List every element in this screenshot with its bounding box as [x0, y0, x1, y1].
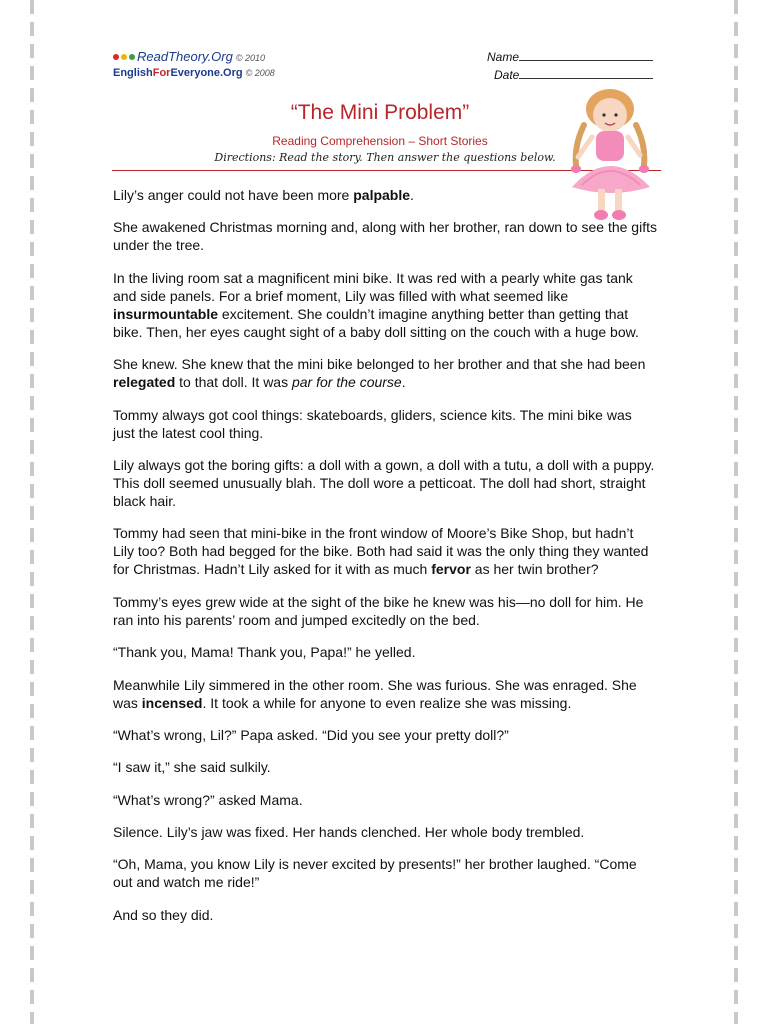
story-run: “Thank you, Mama! Thank you, Papa!” he yelled. [113, 644, 416, 661]
story-run: Tommy always got cool things: skateboards, gliders, science kits. The mini bike was just the latest cool thing. [113, 406, 632, 441]
left-dashed-border [30, 0, 34, 1024]
story-paragraph [113, 906, 657, 924]
story-run: And so they did. [113, 906, 214, 923]
story-run: Lily’s anger could not have been more [113, 187, 354, 203]
story-run: “I saw it,” she said sulkily. [113, 759, 271, 776]
student-fields [487, 48, 653, 84]
story-run: “Oh, Mama, you know Lily is never excited by presents!” her brother laughed. “Come out and watch me ride!” [113, 856, 637, 891]
story-paragraph [113, 791, 657, 809]
story-run: Lily always got the boring gifts: a doll with a gown, a doll with a tutu, a doll with a puppy. This doll seemed unusually blah. The doll wore a petticoat. The doll had short, straight black hair. [113, 456, 655, 509]
story-paragraph [113, 855, 657, 891]
story-paragraph [113, 593, 657, 629]
page-title: “The Mini Problem” [290, 101, 470, 124]
vocab-word: insurmountable [113, 305, 219, 322]
story-run: “What’s wrong?” asked Mama. [113, 791, 303, 808]
story-run: Tommy’s eyes grew wide at the sight of the bike he knew was his—no doll for him. He ran into his parents’ room and jumped excitedly on the bed. [113, 593, 644, 628]
story-run: Silence. Lily’s jaw was fixed. Her hands clenched. Her whole body trembled. [113, 824, 585, 841]
story-run: to that doll. It was [175, 374, 292, 391]
name-label: Name [487, 50, 520, 64]
name-field[interactable] [487, 48, 653, 66]
story-run: Tommy had seen that mini-bike in the front window of Moore’s Bike Shop, but hadn’t Lily too? Both had begged for the bike. Both had said it was the only thing they wanted for Christmas. Hadn’t Lily asked for it with as much [113, 525, 649, 578]
right-dashed-border [734, 0, 738, 1024]
date-label: Date [494, 68, 520, 82]
dot-green [129, 54, 135, 60]
page-subtitle: Reading Comprehension – Short Stories [272, 134, 488, 148]
story-text [113, 186, 657, 938]
date-line[interactable] [519, 67, 653, 79]
name-line[interactable] [519, 49, 653, 61]
story-paragraph [113, 456, 657, 510]
story-run: “What’s wrong, Lil?” Papa asked. “Did you see your pretty doll?” [113, 726, 509, 743]
date-field[interactable] [487, 66, 653, 84]
vocab-word: palpable [353, 187, 411, 203]
brand-part: Everyone.Org [170, 67, 243, 79]
story-paragraph [113, 524, 657, 578]
brand-part: English [113, 67, 153, 79]
englishforeveryone-name [113, 67, 243, 79]
story-run: She knew. She knew that the mini bike belonged to her brother and that she had been [113, 356, 646, 373]
story-paragraph [113, 406, 657, 442]
story-paragraph [113, 186, 657, 204]
story-run: as her twin brother? [470, 561, 599, 578]
story-paragraph [113, 218, 657, 254]
readtheory-name: ReadTheory.Org [137, 49, 233, 64]
readtheory-year: © 2010 [235, 53, 266, 63]
idiom-text: par for the course [291, 374, 402, 391]
story-run: . [401, 374, 406, 391]
story-run: . It took a while for anyone to even realize she was missing. [202, 694, 572, 711]
story-paragraph [113, 269, 657, 341]
vocab-word: relegated [113, 374, 176, 391]
dot-red [113, 54, 119, 60]
vocab-word: fervor [431, 561, 471, 578]
dot-yellow [121, 54, 127, 60]
story-run: . [410, 187, 414, 203]
story-run: excitement. She couldn’t imagine anything better than getting that bike. Then, her eyes caught sight of a baby doll sitting on the couch with a huge bow. [113, 305, 639, 340]
vocab-word: incensed [141, 694, 203, 711]
story-paragraph [113, 726, 657, 744]
story-paragraph [113, 676, 657, 712]
brand-dots-icon [113, 52, 137, 64]
brand-part: For [152, 67, 171, 79]
story-run: In the living room sat a magnificent mini bike. It was red with a pearly white gas tank and side panels. For a brief moment, Lily was filled with what seemed like [113, 269, 633, 304]
story-paragraph [113, 355, 657, 391]
story-run: She awakened Christmas morning and, along with her brother, ran down to see the gifts under the tree. [113, 219, 657, 254]
story-run: Meanwhile Lily simmered in the other room. She was furious. She was enraged. She was [113, 676, 637, 711]
story-paragraph [113, 758, 657, 776]
story-paragraph [113, 823, 657, 841]
readtheory-brand [113, 49, 265, 64]
englishforeveryone-brand [113, 67, 275, 79]
directions: Directions: Read the story. Then answer the questions below. [214, 151, 556, 164]
story-paragraph [113, 643, 657, 661]
englishforeveryone-year: © 2008 [245, 68, 275, 78]
